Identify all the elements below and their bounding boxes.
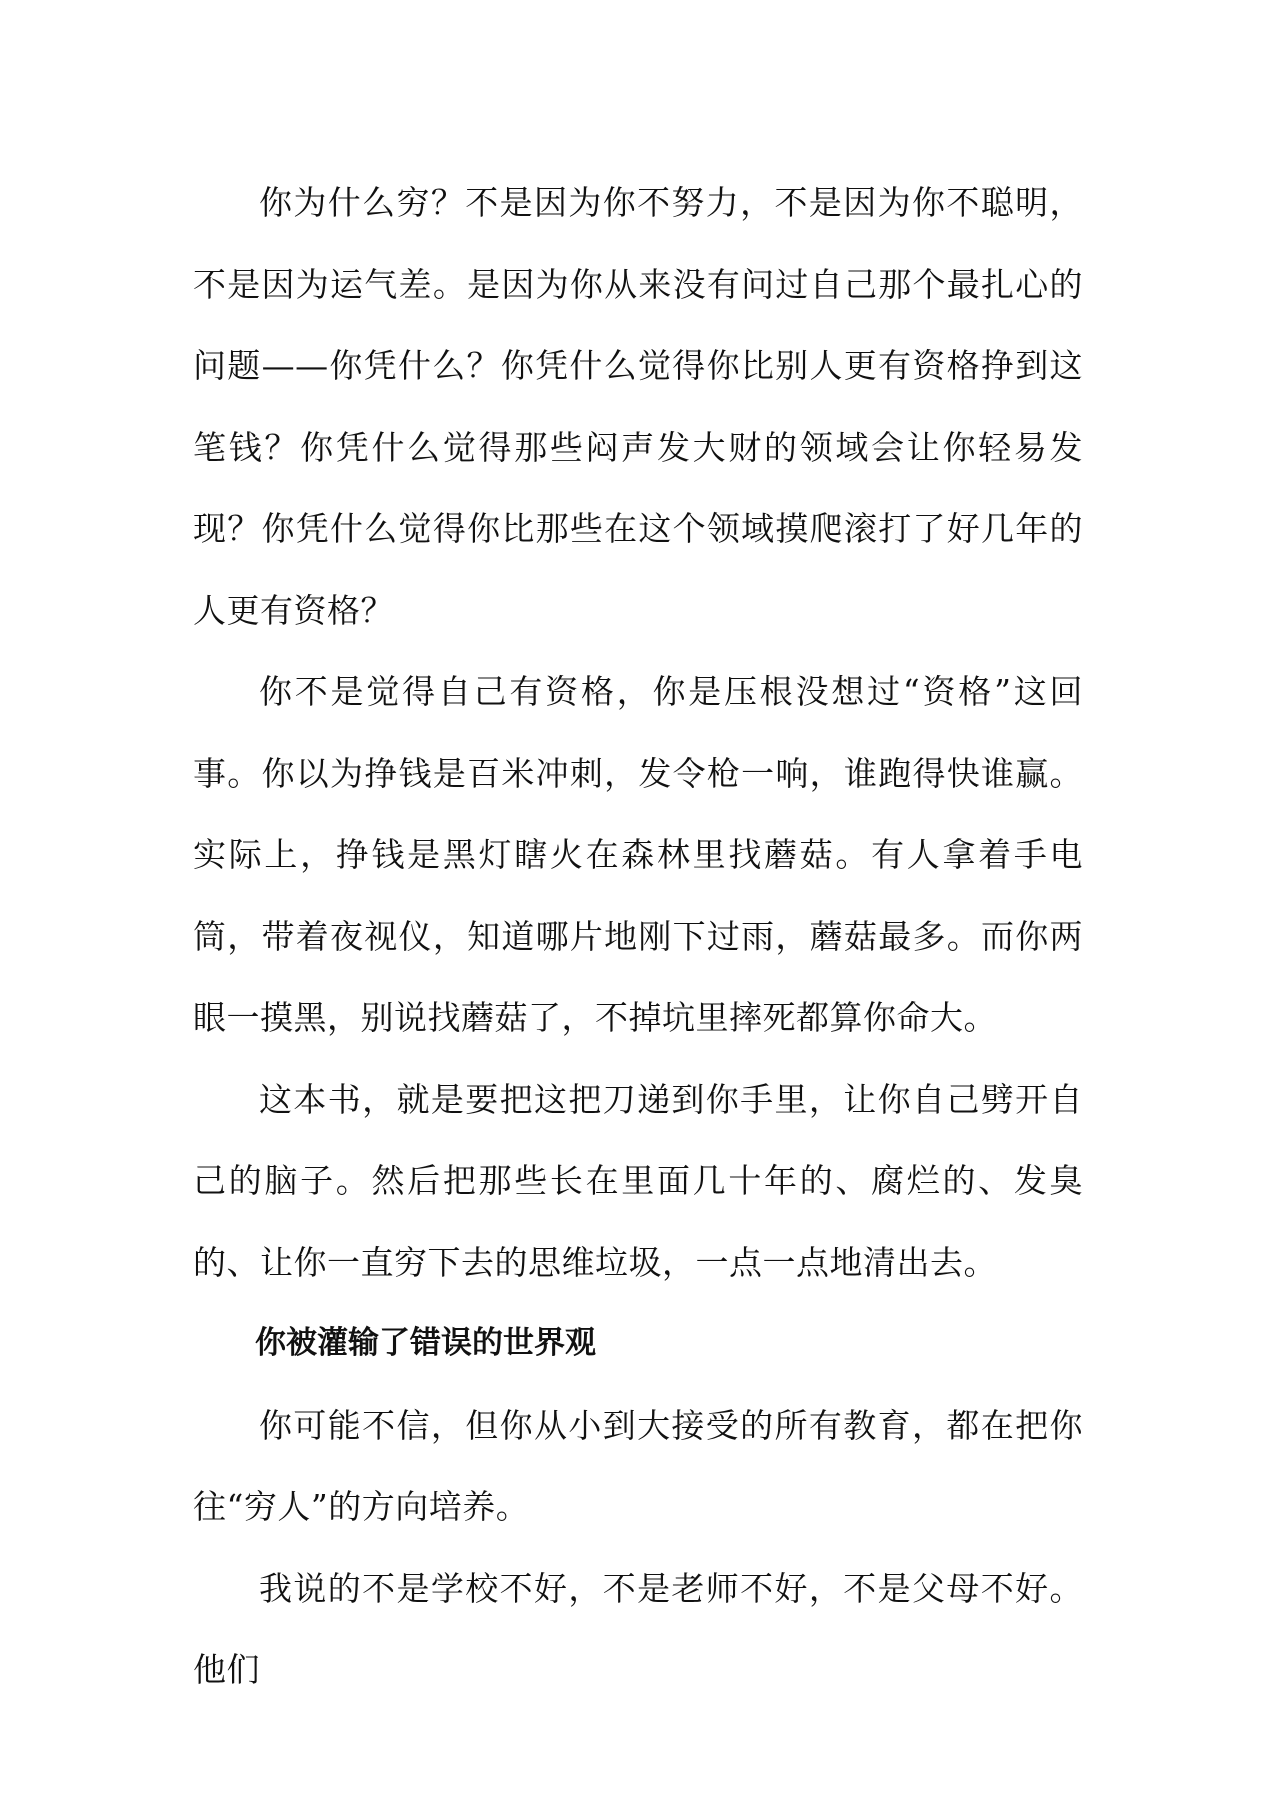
paragraph-3: 这本书，就是要把这把刀递到你手里，让你自己劈开自己的脑子。然后把那些长在里面几十年的、腐烂的、发臭的、让你一直穷下去的思维垃圾，一点一点地清出去。 [193, 1079, 1083, 1282]
paragraph-5: 我说的不是学校不好，不是老师不好，不是父母不好。他们 [193, 1568, 1083, 1689]
section-heading: 你被灌输了错误的世界观 [255, 1325, 596, 1361]
paragraph-1: 你为什么穷？不是因为你不努力，不是因为你不聪明，不是因为运气差。是因为你从来没有问过自己那个最扎心的问题——你凭什么？你凭什么觉得你比别人更有资格挣到这笔钱？你凭什么觉得那些闷声发大财的领域会让你轻易发现？你凭什么觉得你比那些在这个领域摸爬滚打了好几年的人更有资格？ [193, 183, 1083, 630]
paragraph-4: 你可能不信，但你从小到大接受的所有教育，都在把你往“穷人”的方向培养。 [193, 1405, 1083, 1526]
paragraph-2: 你不是觉得自己有资格，你是压根没想过“资格”这回事。你以为挣钱是百米冲刺，发令枪一响，谁跑得快谁赢。实际上，挣钱是黑灯瞎火在森林里找蘑菇。有人拿着手电筒，带着夜视仪，知道哪片地刚下过雨，蘑菇最多。而你两眼一摸黑，别说找蘑菇了，不掉坑里摔死都算你命大。 [193, 672, 1083, 1037]
document-body [193, 162, 1083, 1711]
